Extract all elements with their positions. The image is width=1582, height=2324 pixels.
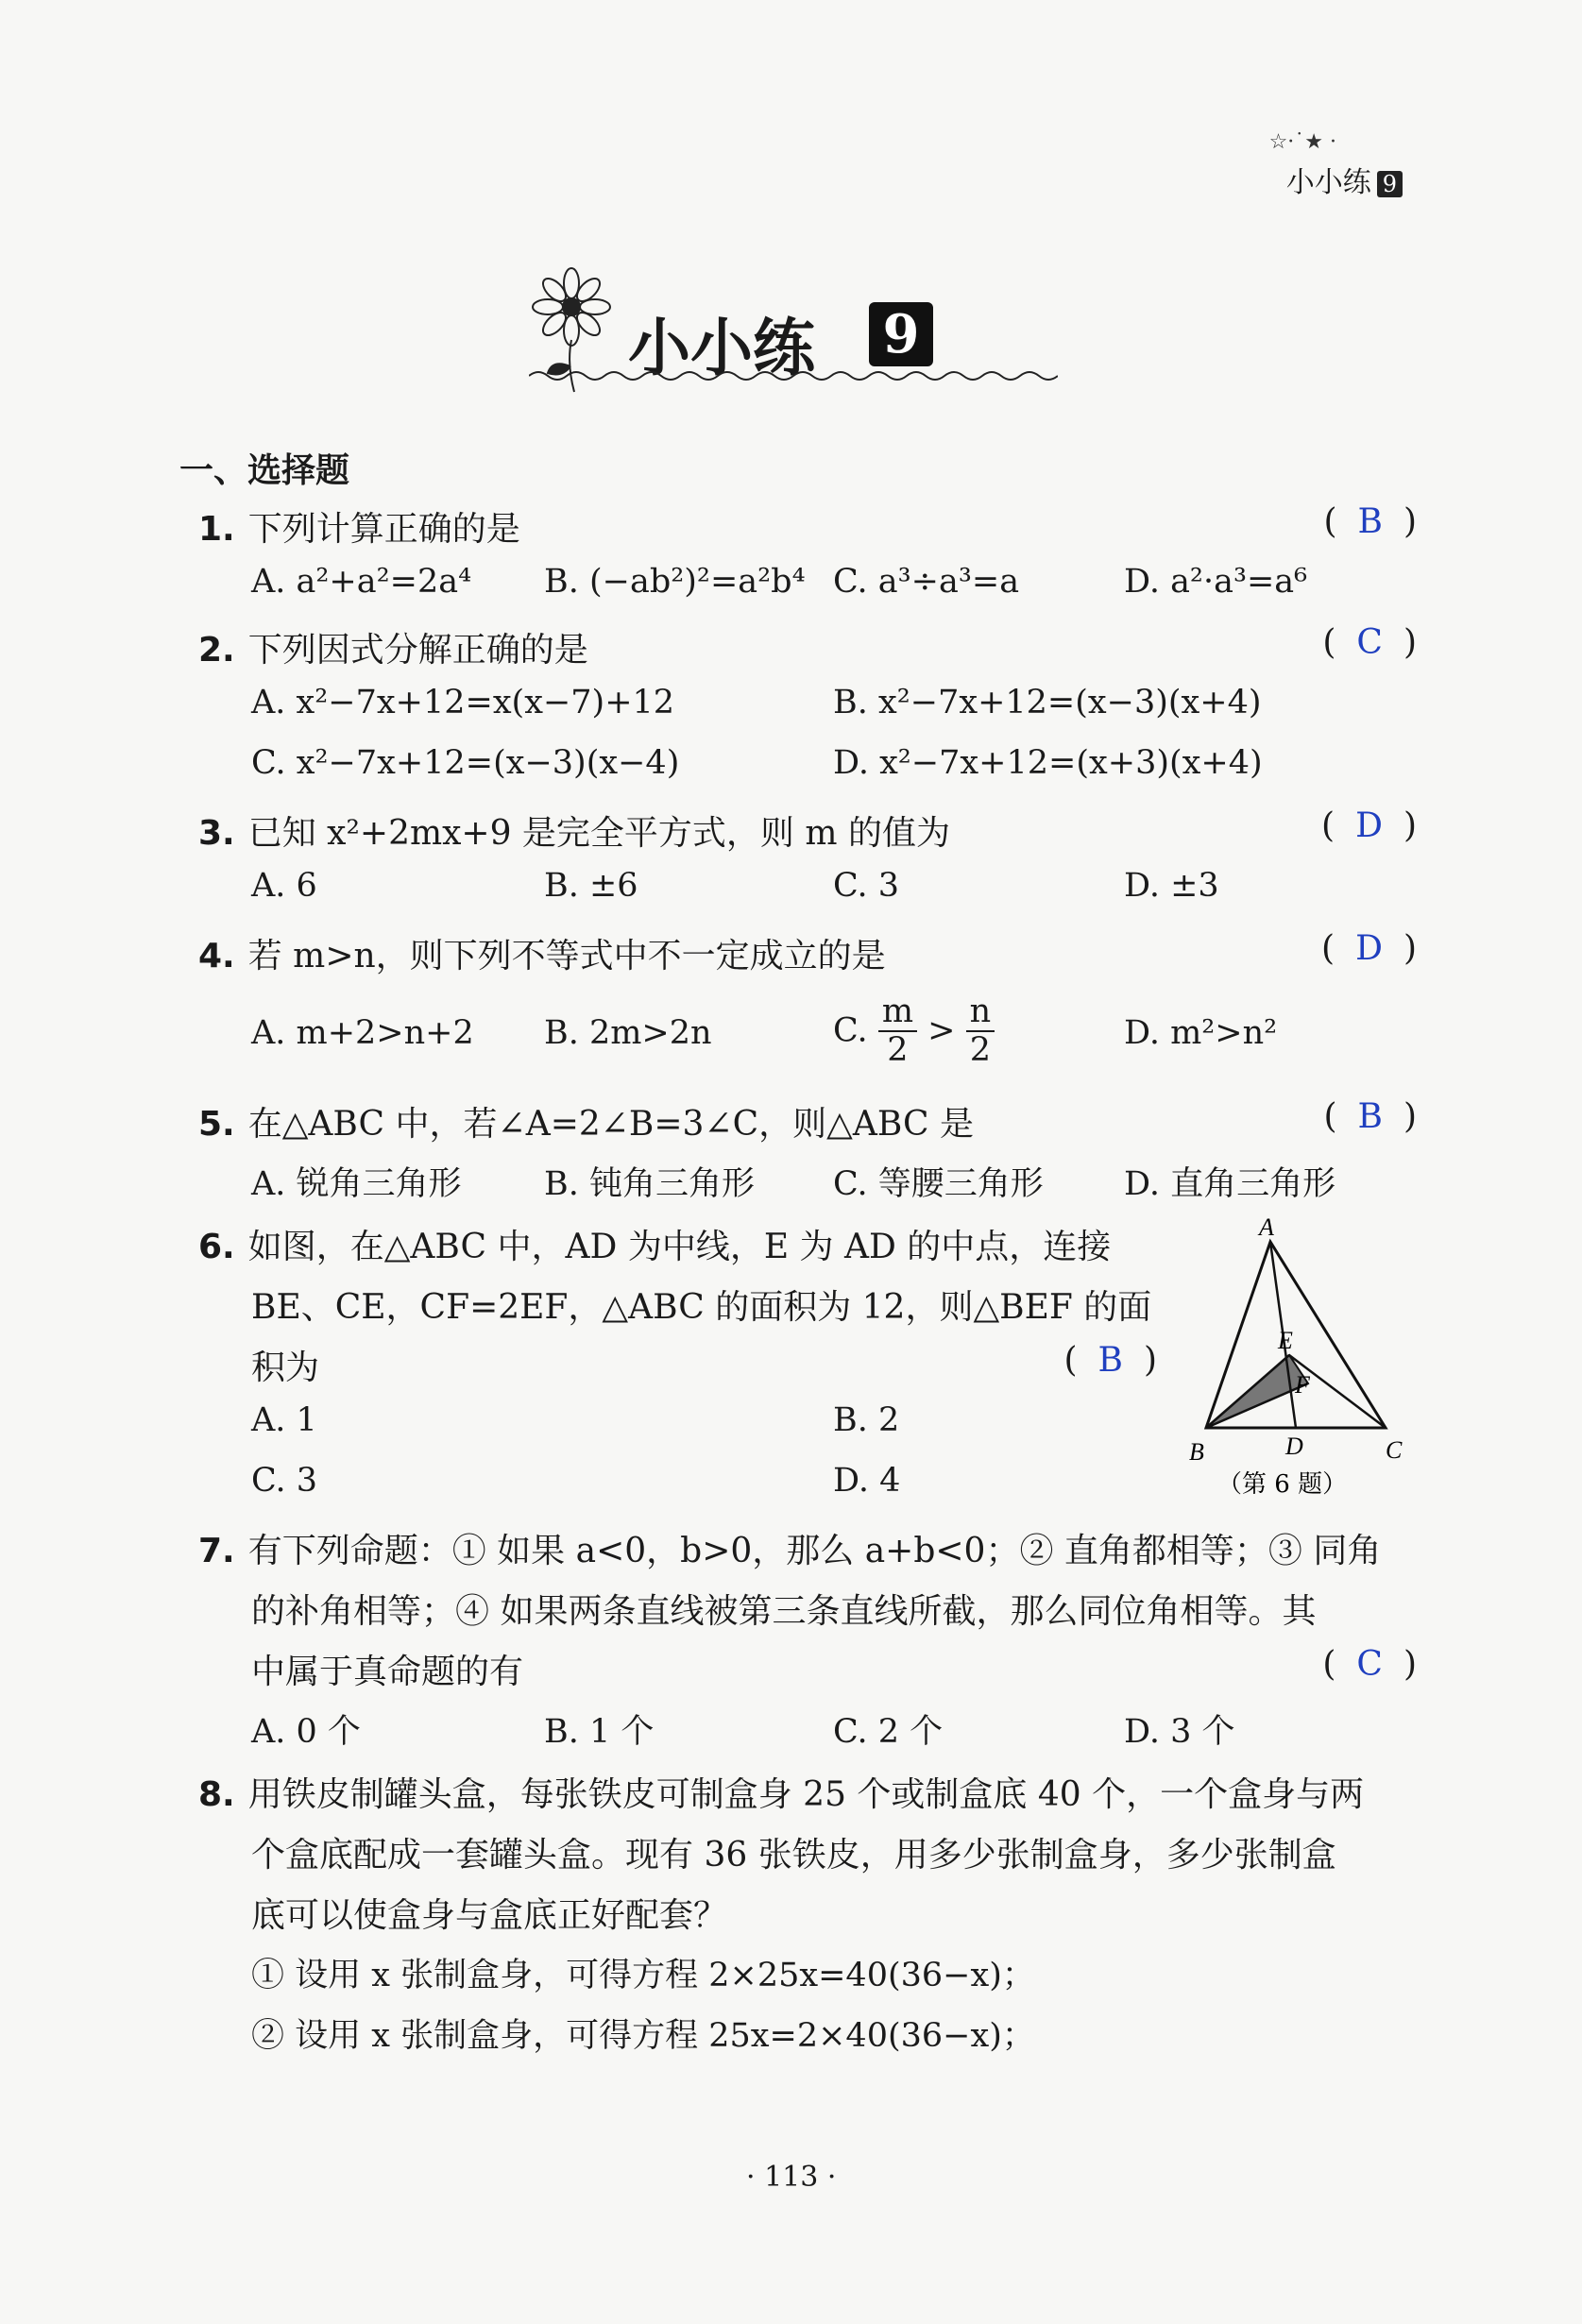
answer-1: ( B ) <box>1323 502 1417 541</box>
wave-underline <box>529 366 1058 385</box>
option-5b: B. 钝角三角形 <box>544 1165 755 1203</box>
question-7-line-2: 的补角相等；④ 如果两条直线被第三条直线所截，那么同位角相等。其 <box>251 1592 1317 1631</box>
answer-5: ( B ) <box>1323 1097 1417 1136</box>
section-heading: 一、选择题 <box>179 451 350 490</box>
title-text: 小小练 <box>628 311 815 384</box>
option-6c: C. 3 <box>251 1462 318 1500</box>
option-2b: B. x²−7x+12=(x−3)(x+4) <box>833 684 1262 721</box>
answer-6: ( B ) <box>1063 1341 1157 1380</box>
title-banner <box>359 246 1020 387</box>
question-2-stem: 2. 下列因式分解正确的是 <box>198 631 588 670</box>
answer-7: ( C ) <box>1322 1645 1417 1684</box>
option-4b: B. 2m>2n <box>544 1014 712 1052</box>
option-7d: D. 3 个 <box>1124 1713 1235 1751</box>
option-1a: A. a²+a²=2a⁴ <box>251 563 472 601</box>
option-4d: D. m²>n² <box>1124 1014 1278 1052</box>
option-7c: C. 2 个 <box>833 1713 944 1751</box>
question-8-statement-1: ① 设用 x 张制盒身，可得方程 2×25x=40(36−x)； <box>251 1957 1035 1994</box>
question-6-line-2: BE、CE，CF=2EF，△ABC 的面积为 12，则△BEF 的面 <box>251 1288 1152 1327</box>
question-4-stem: 4. 若 m>n，则下列不等式中不一定成立的是 <box>198 937 886 975</box>
question-6-stem: 6. 如图，在△ABC 中，AD 为中线，E 为 AD 的中点，连接 <box>198 1228 1112 1266</box>
question-1-stem: 1. 下列计算正确的是 <box>198 510 520 549</box>
header-label: 小小练 <box>1285 166 1371 199</box>
question-8-statement-2: ② 设用 x 张制盒身，可得方程 25x=2×40(36−x)； <box>251 2017 1035 2055</box>
option-2c: C. x²−7x+12=(x−3)(x−4) <box>251 744 680 782</box>
label-f: F <box>1295 1371 1310 1399</box>
question-6-line-3: 积为 <box>251 1349 320 1387</box>
question-7-stem: 7. 有下列命题：① 如果 a<0，b>0，那么 a+b<0；② 直角都相等；③ 同角 <box>198 1532 1382 1570</box>
answer-3: ( D ) <box>1321 806 1417 845</box>
option-3d: D. ±3 <box>1124 867 1219 905</box>
option-7a: A. 0 个 <box>251 1713 361 1751</box>
option-3c: C. 3 <box>833 867 900 905</box>
option-4c: C. $\frac{m}{2}$ > $\frac{n}{2}$ <box>833 993 995 1068</box>
option-2d: D. x²−7x+12=(x+3)(x+4) <box>833 744 1263 782</box>
header-num: 9 <box>1377 171 1403 197</box>
option-5a: A. 锐角三角形 <box>251 1165 462 1203</box>
shaded-triangle-bef <box>1206 1355 1308 1428</box>
option-4a: A. m+2>n+2 <box>251 1014 474 1052</box>
option-1d: D. a²·a³=a⁶ <box>1124 563 1308 601</box>
option-3a: A. 6 <box>251 867 317 905</box>
question-8-line-2: 个盒底配成一套罐头盒。现有 36 张铁皮，用多少张制盒身，多少张制盒 <box>251 1836 1336 1874</box>
page-number: · 113 · <box>746 2161 837 2194</box>
option-6d: D. 4 <box>833 1462 901 1500</box>
triangle-abc <box>1206 1242 1386 1428</box>
option-2a: A. x²−7x+12=x(x−7)+12 <box>251 684 675 721</box>
label-a: A <box>1259 1218 1274 1241</box>
stars-decoration: ☆·˙★ · <box>1268 130 1336 154</box>
answer-2: ( C ) <box>1322 623 1417 662</box>
triangle-figure <box>1176 1218 1431 1501</box>
running-header <box>1286 159 1403 200</box>
label-e: E <box>1278 1327 1293 1354</box>
label-d: D <box>1285 1433 1303 1460</box>
option-1c: C. a³÷a³=a <box>833 563 1020 601</box>
option-6a: A. 1 <box>251 1401 317 1439</box>
title-number: 9 <box>869 302 933 366</box>
label-b: B <box>1189 1438 1204 1466</box>
question-5-stem: 5. 在△ABC 中，若∠A=2∠B=3∠C，则△ABC 是 <box>198 1105 974 1144</box>
label-c: C <box>1386 1436 1403 1464</box>
answer-4: ( D ) <box>1321 929 1417 968</box>
option-5c: C. 等腰三角形 <box>833 1165 1044 1203</box>
option-1b: B. (−ab²)²=a²b⁴ <box>544 563 806 601</box>
option-3b: B. ±6 <box>544 867 638 905</box>
question-8-stem: 8. 用铁皮制罐头盒，每张铁皮可制盒身 25 个或制盒底 40 个，一个盒身与两 <box>198 1775 1365 1814</box>
figure-caption: （第 6 题） <box>1217 1470 1348 1499</box>
question-7-line-3: 中属于真命题的有 <box>251 1653 524 1691</box>
option-5d: D. 直角三角形 <box>1124 1165 1336 1203</box>
option-7b: B. 1 个 <box>544 1713 655 1751</box>
question-3-stem: 3. 已知 x²+2mx+9 是完全平方式，则 m 的值为 <box>198 814 950 853</box>
question-8-line-3: 底可以使盒身与盒底正好配套？ <box>251 1896 728 1935</box>
option-6b: B. 2 <box>833 1401 900 1439</box>
